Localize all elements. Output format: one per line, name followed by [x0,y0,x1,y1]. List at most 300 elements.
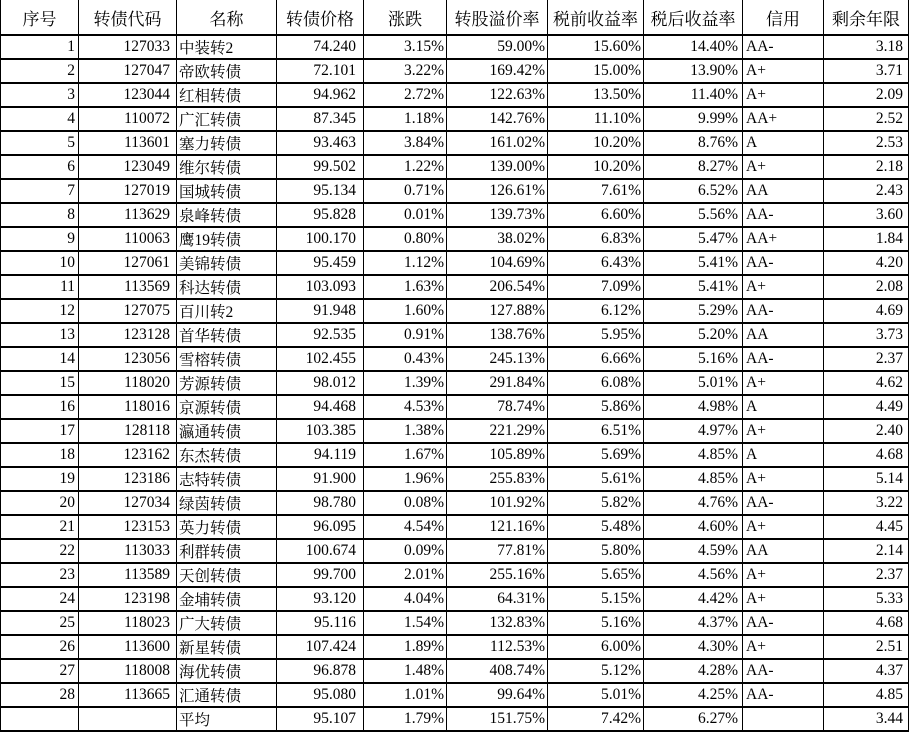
cell-code[interactable]: 113569 [79,275,177,299]
cell-index[interactable]: 24 [1,587,79,611]
cell-years-left[interactable]: 3.71 [824,59,909,83]
cell-premium[interactable]: 105.89% [447,443,548,467]
cell-change[interactable]: 1.67% [364,443,447,467]
avg-cell-premium[interactable]: 151.75% [447,707,548,731]
cell-name[interactable]: 广汇转债 [177,107,277,131]
cell-years-left[interactable]: 1.84 [824,227,909,251]
cell-code[interactable]: 127033 [79,35,177,59]
cell-name[interactable]: 百川转2 [177,299,277,323]
cell-years-left[interactable]: 4.49 [824,395,909,419]
cell-index[interactable]: 16 [1,395,79,419]
cell-years-left[interactable]: 3.60 [824,203,909,227]
cell-change[interactable]: 0.71% [364,179,447,203]
cell-price[interactable]: 98.012 [277,371,364,395]
cell-years-left[interactable]: 4.68 [824,443,909,467]
cell-pretax-yield[interactable]: 5.69% [548,443,644,467]
cell-price[interactable]: 94.962 [277,83,364,107]
cell-pretax-yield[interactable]: 5.65% [548,563,644,587]
cell-years-left[interactable]: 2.09 [824,83,909,107]
cell-credit[interactable]: AA+ [743,107,824,131]
cell-credit[interactable]: AA- [743,491,824,515]
cell-aftertax-yield[interactable]: 4.28% [644,659,743,683]
cell-name[interactable]: 美锦转债 [177,251,277,275]
cell-change[interactable]: 0.08% [364,491,447,515]
cell-price[interactable]: 92.535 [277,323,364,347]
cell-pretax-yield[interactable]: 6.00% [548,635,644,659]
cell-change[interactable]: 1.89% [364,635,447,659]
cell-premium[interactable]: 142.76% [447,107,548,131]
cell-name[interactable]: 雪榕转债 [177,347,277,371]
column-header-change[interactable]: 涨跌 [364,0,447,35]
cell-years-left[interactable]: 4.62 [824,371,909,395]
cell-index[interactable]: 4 [1,107,79,131]
cell-code[interactable]: 123186 [79,467,177,491]
cell-premium[interactable]: 64.31% [447,587,548,611]
cell-years-left[interactable]: 5.33 [824,587,909,611]
cell-name[interactable]: 绿茵转债 [177,491,277,515]
cell-aftertax-yield[interactable]: 9.99% [644,107,743,131]
cell-name[interactable]: 鹰19转债 [177,227,277,251]
cell-credit[interactable]: AA- [743,347,824,371]
cell-pretax-yield[interactable]: 5.48% [548,515,644,539]
cell-pretax-yield[interactable]: 5.86% [548,395,644,419]
cell-years-left[interactable]: 2.14 [824,539,909,563]
cell-premium[interactable]: 255.83% [447,467,548,491]
cell-pretax-yield[interactable]: 6.43% [548,251,644,275]
cell-years-left[interactable]: 2.37 [824,347,909,371]
cell-pretax-yield[interactable]: 5.12% [548,659,644,683]
cell-premium[interactable]: 104.69% [447,251,548,275]
cell-index[interactable]: 21 [1,515,79,539]
cell-price[interactable]: 99.502 [277,155,364,179]
cell-years-left[interactable]: 2.43 [824,179,909,203]
cell-premium[interactable]: 245.13% [447,347,548,371]
cell-change[interactable]: 1.22% [364,155,447,179]
cell-aftertax-yield[interactable]: 5.41% [644,251,743,275]
cell-price[interactable]: 95.080 [277,683,364,707]
cell-credit[interactable]: A+ [743,635,824,659]
cell-aftertax-yield[interactable]: 8.27% [644,155,743,179]
cell-index[interactable]: 22 [1,539,79,563]
cell-code[interactable]: 110072 [79,107,177,131]
cell-change[interactable]: 1.18% [364,107,447,131]
cell-code[interactable]: 123128 [79,323,177,347]
cell-price[interactable]: 96.878 [277,659,364,683]
cell-index[interactable]: 28 [1,683,79,707]
cell-index[interactable]: 19 [1,467,79,491]
column-header-years-left[interactable]: 剩余年限 [824,0,909,35]
cell-credit[interactable]: A+ [743,467,824,491]
cell-credit[interactable]: AA- [743,611,824,635]
cell-price[interactable]: 87.345 [277,107,364,131]
cell-code[interactable]: 127047 [79,59,177,83]
cell-years-left[interactable]: 4.68 [824,611,909,635]
cell-premium[interactable]: 38.02% [447,227,548,251]
cell-aftertax-yield[interactable]: 4.56% [644,563,743,587]
cell-aftertax-yield[interactable]: 5.29% [644,299,743,323]
cell-credit[interactable]: AA [743,323,824,347]
cell-aftertax-yield[interactable]: 11.40% [644,83,743,107]
cell-price[interactable]: 95.828 [277,203,364,227]
cell-code[interactable]: 113629 [79,203,177,227]
cell-price[interactable]: 95.459 [277,251,364,275]
cell-aftertax-yield[interactable]: 4.25% [644,683,743,707]
column-header-credit[interactable]: 信用 [743,0,824,35]
cell-premium[interactable]: 78.74% [447,395,548,419]
cell-name[interactable]: 泉峰转债 [177,203,277,227]
cell-aftertax-yield[interactable]: 8.76% [644,131,743,155]
cell-name[interactable]: 首华转债 [177,323,277,347]
cell-price[interactable]: 94.119 [277,443,364,467]
cell-code[interactable]: 110063 [79,227,177,251]
column-header-price[interactable]: 转债价格 [277,0,364,35]
cell-price[interactable]: 95.116 [277,611,364,635]
cell-pretax-yield[interactable]: 10.20% [548,155,644,179]
cell-aftertax-yield[interactable]: 4.97% [644,419,743,443]
cell-code[interactable]: 128118 [79,419,177,443]
cell-change[interactable]: 3.22% [364,59,447,83]
cell-pretax-yield[interactable]: 5.95% [548,323,644,347]
cell-years-left[interactable]: 3.18 [824,35,909,59]
cell-index[interactable]: 13 [1,323,79,347]
cell-credit[interactable]: A+ [743,275,824,299]
cell-aftertax-yield[interactable]: 5.01% [644,371,743,395]
cell-change[interactable]: 4.04% [364,587,447,611]
cell-name[interactable]: 科达转债 [177,275,277,299]
cell-code[interactable]: 123153 [79,515,177,539]
cell-index[interactable]: 14 [1,347,79,371]
cell-credit[interactable]: A+ [743,419,824,443]
cell-premium[interactable]: 169.42% [447,59,548,83]
cell-credit[interactable]: A [743,395,824,419]
cell-price[interactable]: 94.468 [277,395,364,419]
cell-credit[interactable]: AA- [743,659,824,683]
cell-name[interactable]: 芳源转债 [177,371,277,395]
cell-code[interactable]: 113601 [79,131,177,155]
cell-pretax-yield[interactable]: 5.80% [548,539,644,563]
cell-change[interactable]: 1.96% [364,467,447,491]
cell-price[interactable]: 102.455 [277,347,364,371]
cell-index[interactable]: 20 [1,491,79,515]
cell-pretax-yield[interactable]: 11.10% [548,107,644,131]
cell-price[interactable]: 107.424 [277,635,364,659]
cell-price[interactable]: 91.900 [277,467,364,491]
cell-price[interactable]: 100.170 [277,227,364,251]
cell-premium[interactable]: 139.00% [447,155,548,179]
cell-code[interactable]: 127075 [79,299,177,323]
cell-credit[interactable]: A+ [743,83,824,107]
cell-change[interactable]: 1.48% [364,659,447,683]
cell-credit[interactable]: A+ [743,515,824,539]
cell-index[interactable]: 18 [1,443,79,467]
cell-years-left[interactable]: 2.53 [824,131,909,155]
cell-price[interactable]: 100.674 [277,539,364,563]
cell-index[interactable]: 9 [1,227,79,251]
cell-years-left[interactable]: 2.18 [824,155,909,179]
cell-credit[interactable]: AA [743,179,824,203]
cell-price[interactable]: 93.463 [277,131,364,155]
avg-cell-price[interactable]: 95.107 [277,707,364,731]
cell-aftertax-yield[interactable]: 13.90% [644,59,743,83]
avg-cell-pretax-yield[interactable]: 7.42% [548,707,644,731]
cell-pretax-yield[interactable]: 6.60% [548,203,644,227]
cell-premium[interactable]: 291.84% [447,371,548,395]
cell-pretax-yield[interactable]: 10.20% [548,131,644,155]
cell-credit[interactable]: AA- [743,251,824,275]
cell-credit[interactable]: AA- [743,203,824,227]
cell-price[interactable]: 103.093 [277,275,364,299]
cell-credit[interactable]: AA+ [743,227,824,251]
cell-name[interactable]: 塞力转债 [177,131,277,155]
cell-price[interactable]: 72.101 [277,59,364,83]
cell-credit[interactable]: AA [743,539,824,563]
cell-name[interactable]: 维尔转债 [177,155,277,179]
cell-name[interactable]: 金埔转债 [177,587,277,611]
cell-name[interactable]: 海优转债 [177,659,277,683]
cell-price[interactable]: 93.120 [277,587,364,611]
cell-price[interactable]: 74.240 [277,35,364,59]
cell-pretax-yield[interactable]: 6.12% [548,299,644,323]
cell-index[interactable]: 10 [1,251,79,275]
cell-aftertax-yield[interactable]: 5.41% [644,275,743,299]
cell-credit[interactable]: A+ [743,563,824,587]
cell-years-left[interactable]: 4.85 [824,683,909,707]
cell-years-left[interactable]: 2.52 [824,107,909,131]
cell-change[interactable]: 0.01% [364,203,447,227]
column-header-name[interactable]: 名称 [177,0,277,35]
cell-years-left[interactable]: 2.37 [824,563,909,587]
cell-index[interactable]: 25 [1,611,79,635]
cell-price[interactable]: 99.700 [277,563,364,587]
cell-premium[interactable]: 126.61% [447,179,548,203]
cell-name[interactable]: 天创转债 [177,563,277,587]
cell-credit[interactable]: A+ [743,371,824,395]
cell-name[interactable]: 东杰转债 [177,443,277,467]
cell-premium[interactable]: 255.16% [447,563,548,587]
cell-credit[interactable]: A [743,443,824,467]
cell-aftertax-yield[interactable]: 5.20% [644,323,743,347]
avg-cell-aftertax-yield[interactable]: 6.27% [644,707,743,731]
avg-cell-credit[interactable] [743,707,824,731]
cell-code[interactable]: 113600 [79,635,177,659]
cell-name[interactable]: 志特转债 [177,467,277,491]
cell-pretax-yield[interactable]: 6.51% [548,419,644,443]
cell-code[interactable]: 113665 [79,683,177,707]
cell-premium[interactable]: 408.74% [447,659,548,683]
cell-years-left[interactable]: 4.45 [824,515,909,539]
cell-premium[interactable]: 112.53% [447,635,548,659]
cell-years-left[interactable]: 3.73 [824,323,909,347]
column-header-code[interactable]: 转债代码 [79,0,177,35]
cell-aftertax-yield[interactable]: 5.47% [644,227,743,251]
cell-change[interactable]: 1.38% [364,419,447,443]
cell-aftertax-yield[interactable]: 5.16% [644,347,743,371]
cell-name[interactable]: 利群转债 [177,539,277,563]
cell-price[interactable]: 96.095 [277,515,364,539]
cell-pretax-yield[interactable]: 5.16% [548,611,644,635]
cell-index[interactable]: 23 [1,563,79,587]
cell-aftertax-yield[interactable]: 4.59% [644,539,743,563]
cell-index[interactable]: 2 [1,59,79,83]
cell-price[interactable]: 103.385 [277,419,364,443]
cell-change[interactable]: 1.63% [364,275,447,299]
column-header-aftertax-yield[interactable]: 税后收益率 [644,0,743,35]
cell-change[interactable]: 4.53% [364,395,447,419]
cell-code[interactable]: 123162 [79,443,177,467]
avg-cell-index[interactable] [1,707,79,731]
cell-aftertax-yield[interactable]: 14.40% [644,35,743,59]
cell-index[interactable]: 15 [1,371,79,395]
cell-index[interactable]: 8 [1,203,79,227]
cell-premium[interactable]: 221.29% [447,419,548,443]
cell-premium[interactable]: 161.02% [447,131,548,155]
cell-pretax-yield[interactable]: 5.15% [548,587,644,611]
cell-code[interactable]: 118023 [79,611,177,635]
cell-premium[interactable]: 132.83% [447,611,548,635]
cell-change[interactable]: 1.39% [364,371,447,395]
cell-index[interactable]: 5 [1,131,79,155]
cell-years-left[interactable]: 4.37 [824,659,909,683]
cell-name[interactable]: 汇通转债 [177,683,277,707]
cell-code[interactable]: 123056 [79,347,177,371]
column-header-premium[interactable]: 转股溢价率 [447,0,548,35]
cell-index[interactable]: 3 [1,83,79,107]
cell-premium[interactable]: 121.16% [447,515,548,539]
cell-code[interactable]: 118020 [79,371,177,395]
cell-pretax-yield[interactable]: 15.60% [548,35,644,59]
cell-credit[interactable]: A+ [743,587,824,611]
cell-aftertax-yield[interactable]: 4.42% [644,587,743,611]
cell-index[interactable]: 26 [1,635,79,659]
cell-pretax-yield[interactable]: 7.61% [548,179,644,203]
cell-code[interactable]: 123044 [79,83,177,107]
cell-change[interactable]: 3.15% [364,35,447,59]
cell-name[interactable]: 新星转债 [177,635,277,659]
cell-pretax-yield[interactable]: 5.01% [548,683,644,707]
cell-change[interactable]: 0.91% [364,323,447,347]
cell-pretax-yield[interactable]: 15.00% [548,59,644,83]
cell-premium[interactable]: 122.63% [447,83,548,107]
cell-index[interactable]: 11 [1,275,79,299]
cell-code[interactable]: 113033 [79,539,177,563]
cell-credit[interactable]: A+ [743,155,824,179]
cell-aftertax-yield[interactable]: 4.76% [644,491,743,515]
cell-premium[interactable]: 99.64% [447,683,548,707]
cell-change[interactable]: 2.72% [364,83,447,107]
cell-index[interactable]: 17 [1,419,79,443]
cell-aftertax-yield[interactable]: 4.37% [644,611,743,635]
cell-code[interactable]: 113589 [79,563,177,587]
cell-aftertax-yield[interactable]: 4.60% [644,515,743,539]
cell-change[interactable]: 1.01% [364,683,447,707]
cell-index[interactable]: 6 [1,155,79,179]
cell-premium[interactable]: 138.76% [447,323,548,347]
column-header-pretax-yield[interactable]: 税前收益率 [548,0,644,35]
cell-code[interactable]: 127019 [79,179,177,203]
cell-premium[interactable]: 127.88% [447,299,548,323]
cell-credit[interactable]: AA- [743,299,824,323]
cell-premium[interactable]: 77.81% [447,539,548,563]
cell-index[interactable]: 27 [1,659,79,683]
cell-aftertax-yield[interactable]: 5.56% [644,203,743,227]
cell-name[interactable]: 瀛通转债 [177,419,277,443]
cell-change[interactable]: 4.54% [364,515,447,539]
cell-years-left[interactable]: 4.69 [824,299,909,323]
cell-code[interactable]: 127034 [79,491,177,515]
cell-index[interactable]: 1 [1,35,79,59]
cell-pretax-yield[interactable]: 5.82% [548,491,644,515]
cell-aftertax-yield[interactable]: 4.85% [644,467,743,491]
cell-change[interactable]: 1.54% [364,611,447,635]
cell-years-left[interactable]: 5.14 [824,467,909,491]
cell-aftertax-yield[interactable]: 6.52% [644,179,743,203]
cell-credit[interactable]: AA- [743,35,824,59]
cell-name[interactable]: 中装转2 [177,35,277,59]
cell-premium[interactable]: 206.54% [447,275,548,299]
cell-premium[interactable]: 101.92% [447,491,548,515]
cell-name[interactable]: 英力转债 [177,515,277,539]
cell-price[interactable]: 98.780 [277,491,364,515]
cell-name[interactable]: 京源转债 [177,395,277,419]
cell-name[interactable]: 红相转债 [177,83,277,107]
cell-price[interactable]: 91.948 [277,299,364,323]
cell-code[interactable]: 123049 [79,155,177,179]
cell-price[interactable]: 95.134 [277,179,364,203]
cell-years-left[interactable]: 3.22 [824,491,909,515]
avg-cell-code[interactable] [79,707,177,731]
cell-pretax-yield[interactable]: 6.66% [548,347,644,371]
avg-cell-years-left[interactable]: 3.44 [824,707,909,731]
avg-cell-name[interactable]: 平均 [177,707,277,731]
cell-pretax-yield[interactable]: 5.61% [548,467,644,491]
cell-change[interactable]: 1.12% [364,251,447,275]
cell-change[interactable]: 0.43% [364,347,447,371]
cell-premium[interactable]: 59.00% [447,35,548,59]
cell-name[interactable]: 帝欧转债 [177,59,277,83]
cell-change[interactable]: 1.60% [364,299,447,323]
cell-index[interactable]: 12 [1,299,79,323]
cell-change[interactable]: 0.09% [364,539,447,563]
cell-code[interactable]: 127061 [79,251,177,275]
cell-name[interactable]: 国城转债 [177,179,277,203]
column-header-index[interactable]: 序号 [1,0,79,35]
cell-change[interactable]: 3.84% [364,131,447,155]
cell-credit[interactable]: AA- [743,683,824,707]
cell-credit[interactable]: A [743,131,824,155]
cell-change[interactable]: 0.80% [364,227,447,251]
cell-code[interactable]: 118016 [79,395,177,419]
cell-aftertax-yield[interactable]: 4.30% [644,635,743,659]
cell-pretax-yield[interactable]: 6.08% [548,371,644,395]
cell-code[interactable]: 123198 [79,587,177,611]
cell-years-left[interactable]: 4.20 [824,251,909,275]
avg-cell-change[interactable]: 1.79% [364,707,447,731]
cell-years-left[interactable]: 2.51 [824,635,909,659]
cell-change[interactable]: 2.01% [364,563,447,587]
cell-code[interactable]: 118008 [79,659,177,683]
cell-credit[interactable]: A+ [743,59,824,83]
cell-premium[interactable]: 139.73% [447,203,548,227]
cell-aftertax-yield[interactable]: 4.85% [644,443,743,467]
cell-aftertax-yield[interactable]: 4.98% [644,395,743,419]
cell-name[interactable]: 广大转债 [177,611,277,635]
cell-years-left[interactable]: 2.08 [824,275,909,299]
cell-pretax-yield[interactable]: 13.50% [548,83,644,107]
cell-pretax-yield[interactable]: 6.83% [548,227,644,251]
cell-years-left[interactable]: 2.40 [824,419,909,443]
cell-pretax-yield[interactable]: 7.09% [548,275,644,299]
cell-index[interactable]: 7 [1,179,79,203]
